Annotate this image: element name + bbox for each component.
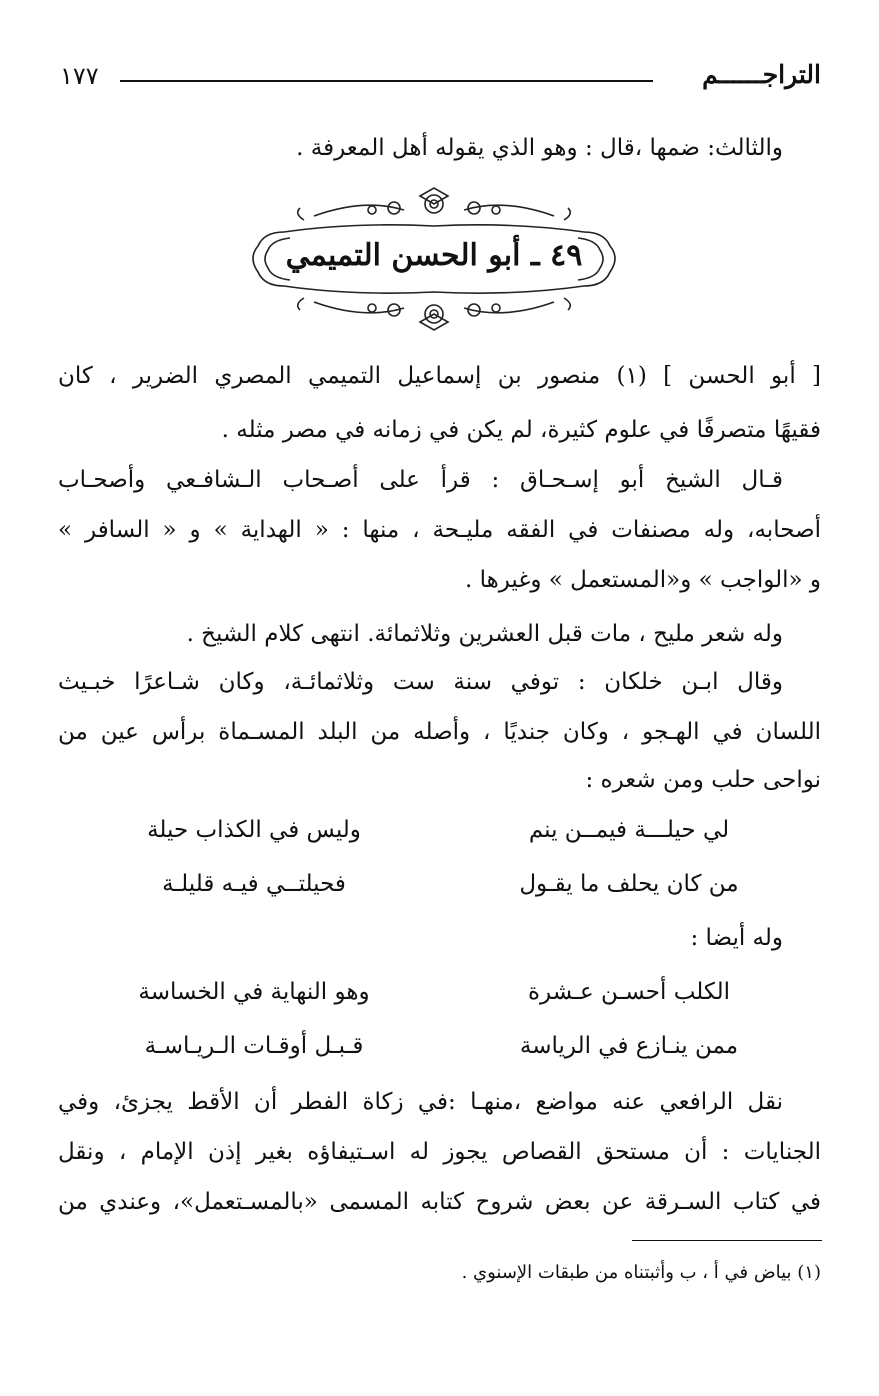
intro-line: والثالث: ضمها ،قال : وهو الذي يقوله أهل المعرفة .	[296, 135, 783, 161]
poem-hemistich: لي حيلـــة فيمــن ينم	[528, 817, 730, 843]
paragraph-line: وله أيضا :	[690, 925, 783, 951]
paragraph-line: وله شعر مليح ، مات قبل العشرين وثلاثمائة. انتهى كلام الشيخ .	[186, 621, 783, 647]
paragraph-line: أصحابه، وله مصنفات في الفقه مليـحة ، منها : « الهداية » و « السافر »	[58, 517, 821, 543]
paragraph-line: وقال ابـن خلكان : توفي سنة ست وثلاثمائـة، وكان شـاعرًا خبـيث	[58, 669, 783, 695]
footnote-rule	[632, 1240, 822, 1241]
poem-hemistich: قـبـل أوقـات الـريـاسـة	[144, 1033, 364, 1059]
section-title: التراجــــــم	[702, 60, 821, 89]
poem-hemistich: الكلب أحسـن عـشرة	[527, 979, 730, 1005]
running-header	[60, 58, 821, 98]
poem-hemistich: من كان يحلف ما يقـول	[519, 871, 739, 897]
paragraph-line: فقيهًا متصرفًا في علوم كثيرة، لم يكن في زمانه في مصر مثله .	[221, 417, 821, 443]
paragraph-line: و «الواجب » و«المستعمل » وغيرها .	[464, 567, 821, 593]
poem-hemistich: فحيلتــي فيـه قليلـة	[162, 871, 346, 897]
paragraph-line: [ أبو الحسن ] (١) منصور بن إسماعيل التميمي المصري الضرير ، كان	[58, 363, 821, 389]
paragraph-line: قـال الشيخ أبو إسـحـاق : قرأ على أصـحاب الـشافـعي وأصحـاب	[58, 467, 783, 493]
paragraph-line: اللسان في الهـجو ، وكان جنديًا ، وأصله من البلد المسـماة برأس عين من	[58, 719, 821, 745]
footnote: (١) بياض في أ ، ب وأثبتناه من طبقات الإسنوي .	[461, 1262, 821, 1283]
paragraph-line: نقل الرافعي عنه مواضع ،منهـا :في زكاة الفطر أن الأقط يجزئ، وفي	[58, 1089, 783, 1115]
paragraph-line: الجنايات : أن مستحق القصاص يجوز له اسـتيفاؤه بغير إذن الإمام ، ونقل	[58, 1139, 821, 1165]
entry-title-cartouche	[244, 184, 624, 334]
poem-hemistich: وهو النهاية في الخساسة	[138, 979, 370, 1005]
paragraph-line: نواحى حلب ومن شعره :	[585, 767, 821, 793]
entry-title: ٤٩ ـ أبو الحسن التميمي	[285, 238, 583, 273]
poem-hemistich: ممن ينـازع في الرياسة	[519, 1033, 739, 1059]
header-rule	[120, 80, 653, 82]
page-number: ١٧٧	[60, 62, 99, 90]
poem-hemistich: وليس في الكذاب حيلة	[147, 817, 361, 843]
paragraph-line: في كتاب السـرقة عن بعض شروح كتابه المسمى «بالمسـتعمل»، وعندي من	[58, 1189, 821, 1215]
